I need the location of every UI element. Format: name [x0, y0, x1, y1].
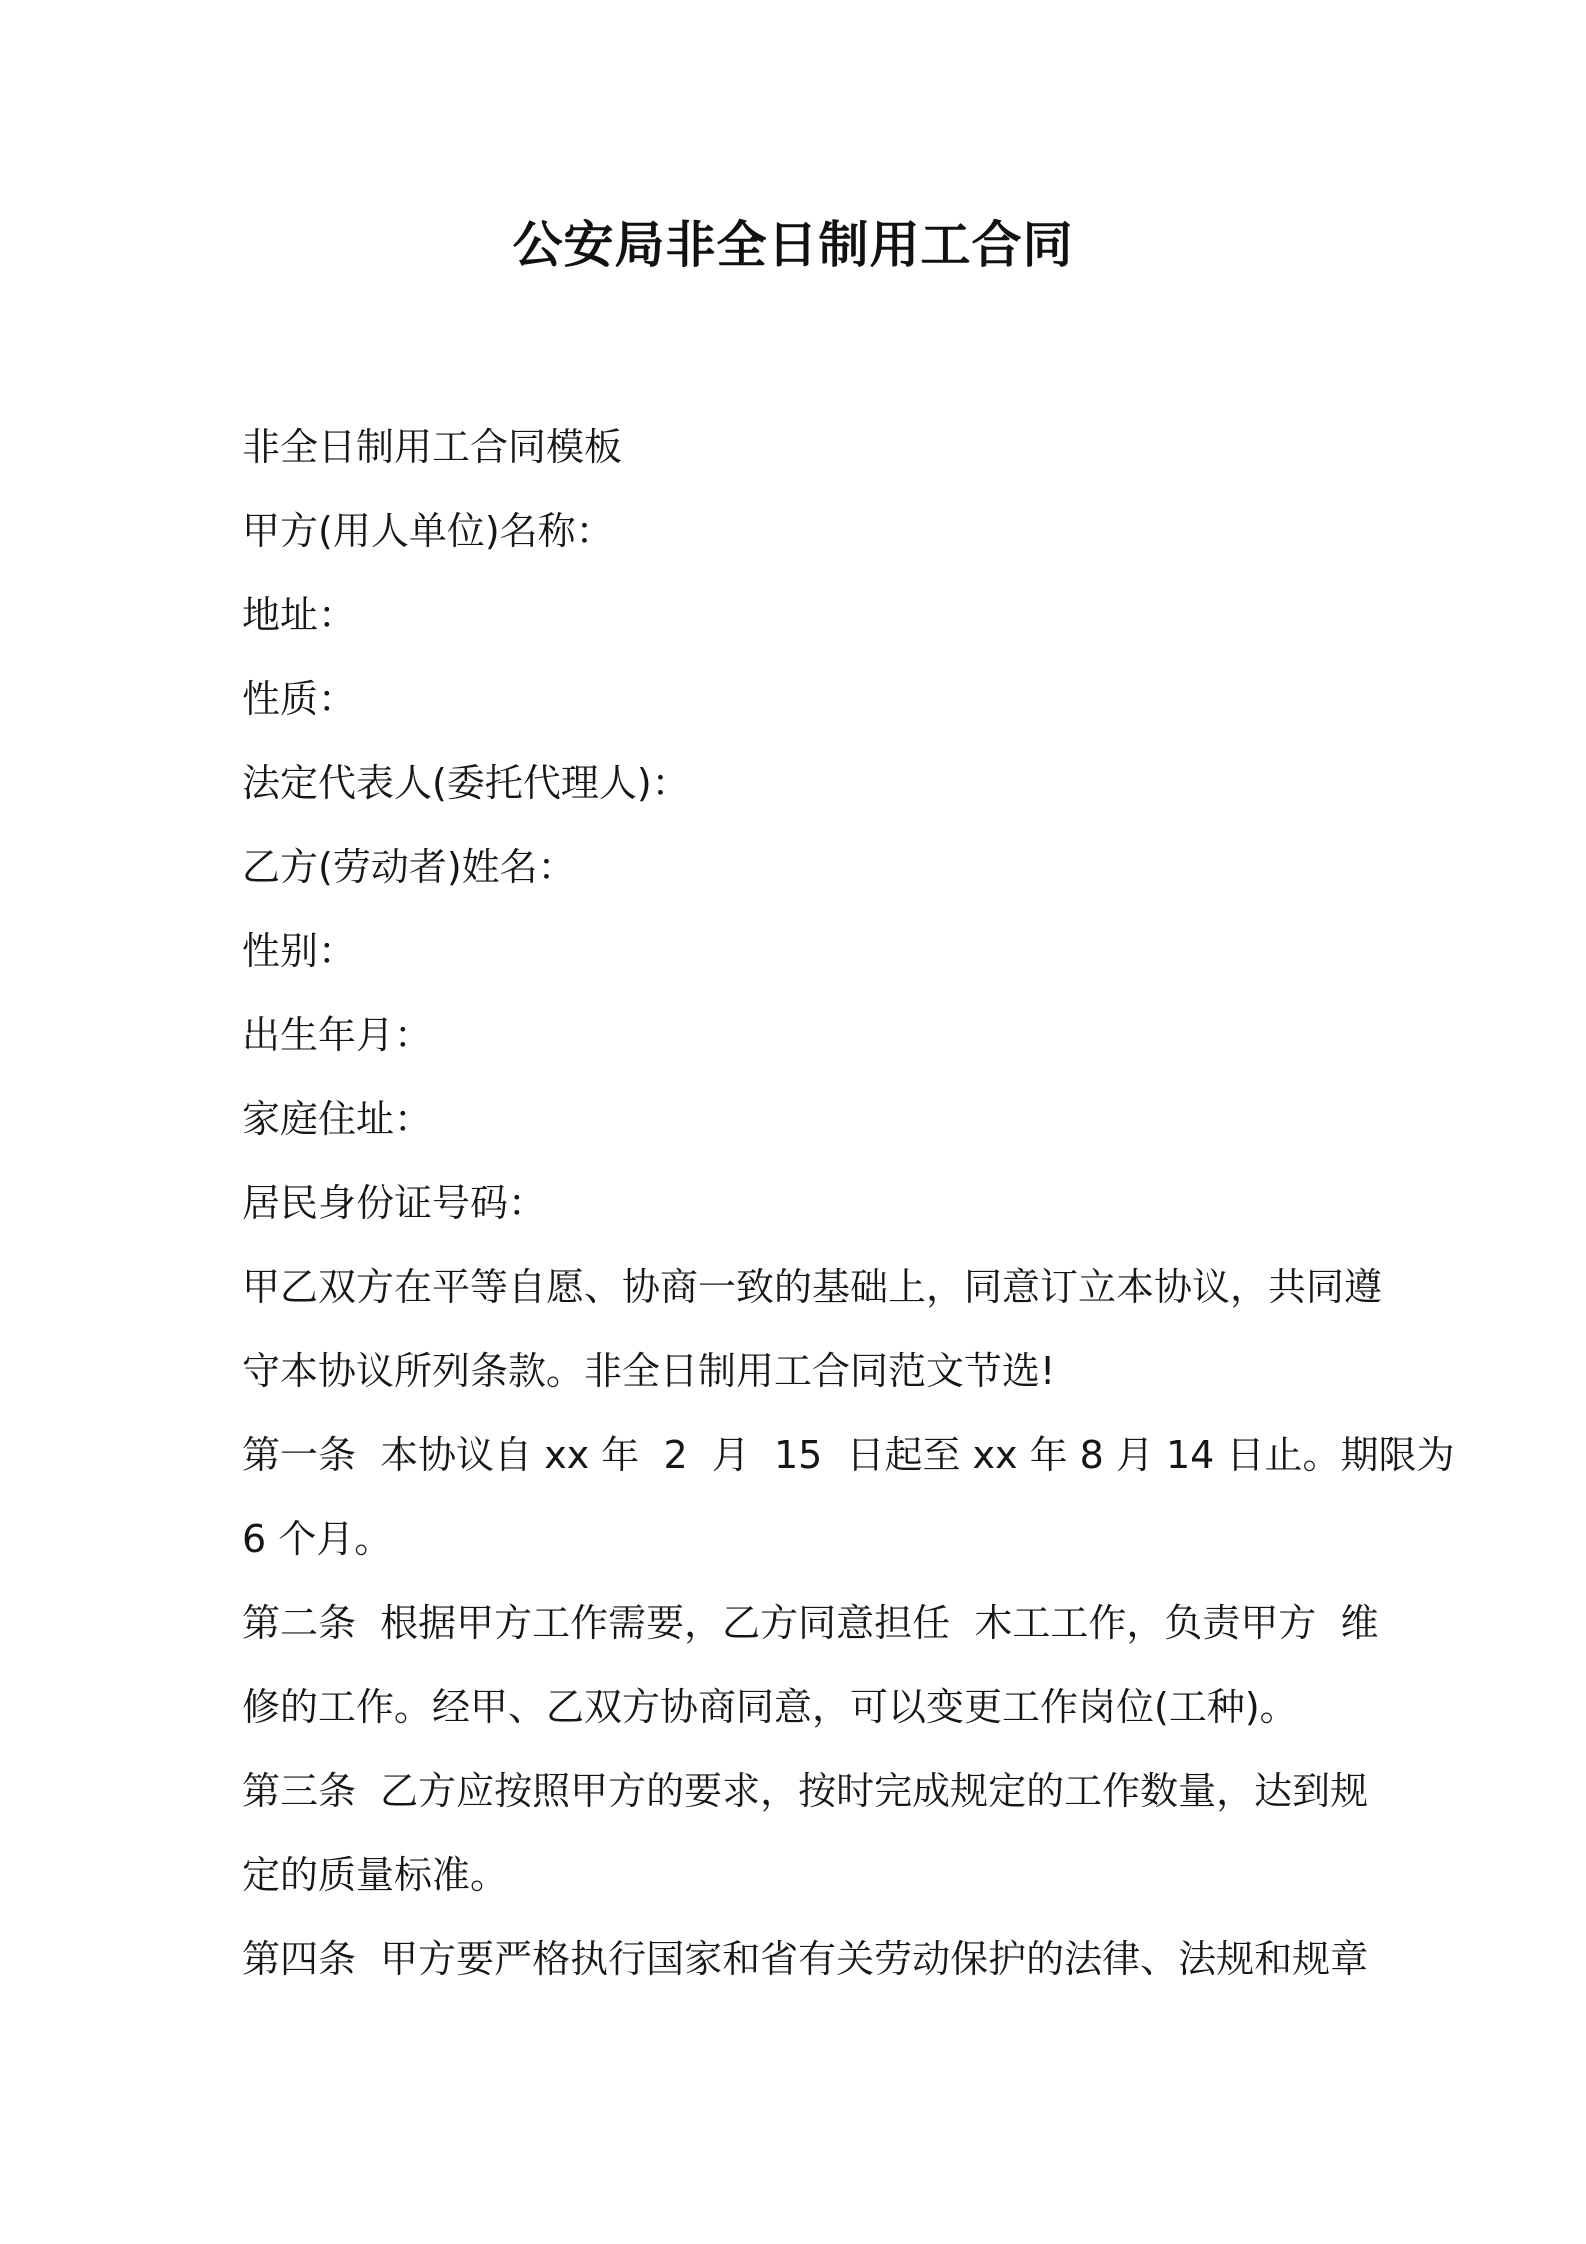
party-a-name-field: 甲方(用人单位)名称：: [242, 509, 614, 553]
document-body: [242, 405, 1455, 2001]
article-2-line-2: 修的工作。经甲、乙双方协商同意，可以变更工作岗位(工种)。: [242, 1685, 1298, 1729]
address-field: 地址：: [242, 593, 357, 637]
home-address-field: 家庭住址：: [242, 1097, 433, 1141]
nature-field: 性质：: [242, 677, 357, 721]
article-4-line-1: 第四条 甲方要严格执行国家和省有关劳动保护的法律、法规和规章: [242, 1937, 1369, 1981]
preamble-line-1: 甲乙双方在平等自愿、协商一致的基础上，同意订立本协议，共同遵: [242, 1265, 1383, 1309]
preamble-line-2: 守本协议所列条款。非全日制用工合同范文节选!: [242, 1349, 1056, 1393]
gender-field: 性别：: [242, 929, 357, 973]
template-heading: 非全日制用工合同模板: [242, 425, 623, 469]
article-1-line-1: 第一条 本协议自 xx 年 2 月 15 日起至 xx 年 8 月 14 日止。期限为: [242, 1433, 1455, 1477]
article-3-line-1: 第三条 乙方应按照甲方的要求，按时完成规定的工作数量，达到规: [242, 1769, 1369, 1813]
document-title: 公安局非全日制用工合同: [512, 216, 1074, 274]
party-b-name-field: 乙方(劳动者)姓名：: [242, 845, 576, 889]
article-3-line-2: 定的质量标准。: [242, 1853, 509, 1897]
birth-date-field: 出生年月：: [242, 1013, 433, 1057]
legal-representative-field: 法定代表人(委托代理人)：: [242, 761, 690, 805]
id-number-field: 居民身份证号码：: [242, 1181, 547, 1225]
article-2-line-1: 第二条 根据甲方工作需要，乙方同意担任 木工工作，负责甲方 维: [242, 1601, 1379, 1645]
article-1-line-2: 6 个月。: [242, 1517, 393, 1561]
